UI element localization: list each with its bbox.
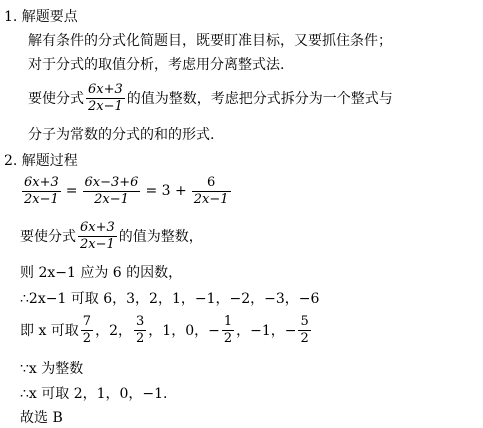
fraction-numerator: 3	[136, 313, 145, 329]
fraction-numerator: 5	[300, 313, 309, 329]
section2-line2-fraction	[78, 221, 117, 251]
section2-line4	[20, 288, 319, 308]
fraction-denominator: 2	[300, 330, 309, 346]
section1-line3-post: 的值为整数，考虑把分式拆分为一个整式与	[126, 91, 393, 107]
section1-line3-pre: 要使分式	[28, 91, 84, 107]
fraction-one-half	[222, 315, 234, 345]
fraction-numerator: 7	[82, 313, 92, 329]
fraction-five-halves	[298, 315, 310, 345]
section2-heading	[4, 150, 78, 170]
section2-line6	[20, 358, 83, 378]
section1-heading-text: 1. 解题要点	[4, 9, 78, 25]
main-equation	[20, 171, 233, 211]
section2-line7-text: ∴x 可取 2，1，0，−1.	[20, 386, 168, 402]
section2-line5-mid1: ，2，	[95, 323, 132, 339]
eq-fraction-1-numerator: 6x+3	[24, 174, 59, 190]
fraction-seven-halves	[81, 315, 93, 345]
section2-line2	[20, 216, 203, 256]
section1-heading	[4, 6, 78, 26]
eq-fraction-2-numerator: 6x−3+6	[84, 174, 139, 190]
section2-line5	[20, 310, 313, 350]
section2-line2-denominator: 2x−1	[80, 236, 115, 252]
fraction-numerator: 1	[223, 313, 233, 329]
section2-line4-text: ∴2x−1 可取 6，3，2，1，−1，−2，−3，−6	[20, 291, 320, 307]
section2-line8	[20, 407, 63, 427]
eq-fraction-2	[83, 176, 141, 206]
fraction-denominator: 2	[223, 330, 233, 346]
section2-line6-text: ∵x 为整数	[20, 361, 84, 377]
eq-fraction-3	[192, 176, 231, 206]
section1-fraction-denominator: 2x−1	[88, 98, 123, 114]
section1-line2-text: 对于分式的取值分析，考虑用分离整式法.	[28, 57, 285, 73]
eq-fraction-3-numerator: 6	[206, 174, 216, 190]
equals-sign: =	[65, 183, 78, 199]
eq-fraction-3-denominator: 2x−1	[193, 191, 229, 207]
section2-answer: 故选 B	[20, 410, 63, 426]
section1-line2	[28, 54, 284, 74]
fraction-denominator: 2	[136, 330, 145, 346]
section2-line3-text: 则 2x−1 应为 6 的因数，	[20, 265, 183, 281]
section2-line2-pre: 要使分式	[20, 229, 76, 245]
fraction-three-halves	[134, 315, 146, 345]
section2-heading-text: 2. 解题过程	[4, 153, 78, 169]
section2-line3	[20, 262, 182, 282]
section2-line2-numerator: 6x+3	[80, 219, 115, 235]
eq-fraction-1-denominator: 2x−1	[24, 191, 59, 207]
section1-line3	[28, 79, 393, 117]
section1-line1	[28, 30, 392, 50]
section1-line4	[28, 124, 214, 144]
section2-line5-mid2: ，1，0，−	[148, 323, 220, 339]
section2-line5-mid3: ，−1，−	[236, 323, 297, 339]
section2-line7	[20, 383, 168, 403]
fraction-denominator: 2	[82, 330, 92, 346]
section1-fraction	[86, 83, 125, 113]
section2-line2-post: 的值为整数，	[118, 229, 203, 245]
section1-fraction-numerator: 6x+3	[88, 81, 123, 97]
equals-three-plus: = 3 +	[145, 183, 187, 199]
eq-fraction-2-denominator: 2x−1	[94, 191, 129, 207]
section1-line1-text: 解有条件的分式化简题目，既要盯准目标，又要抓住条件；	[28, 33, 392, 49]
section1-line4-text: 分子为常数的分式的和的形式.	[28, 127, 215, 143]
section2-line5-pre: 即 x 可取	[20, 323, 79, 339]
eq-fraction-1	[22, 176, 61, 206]
